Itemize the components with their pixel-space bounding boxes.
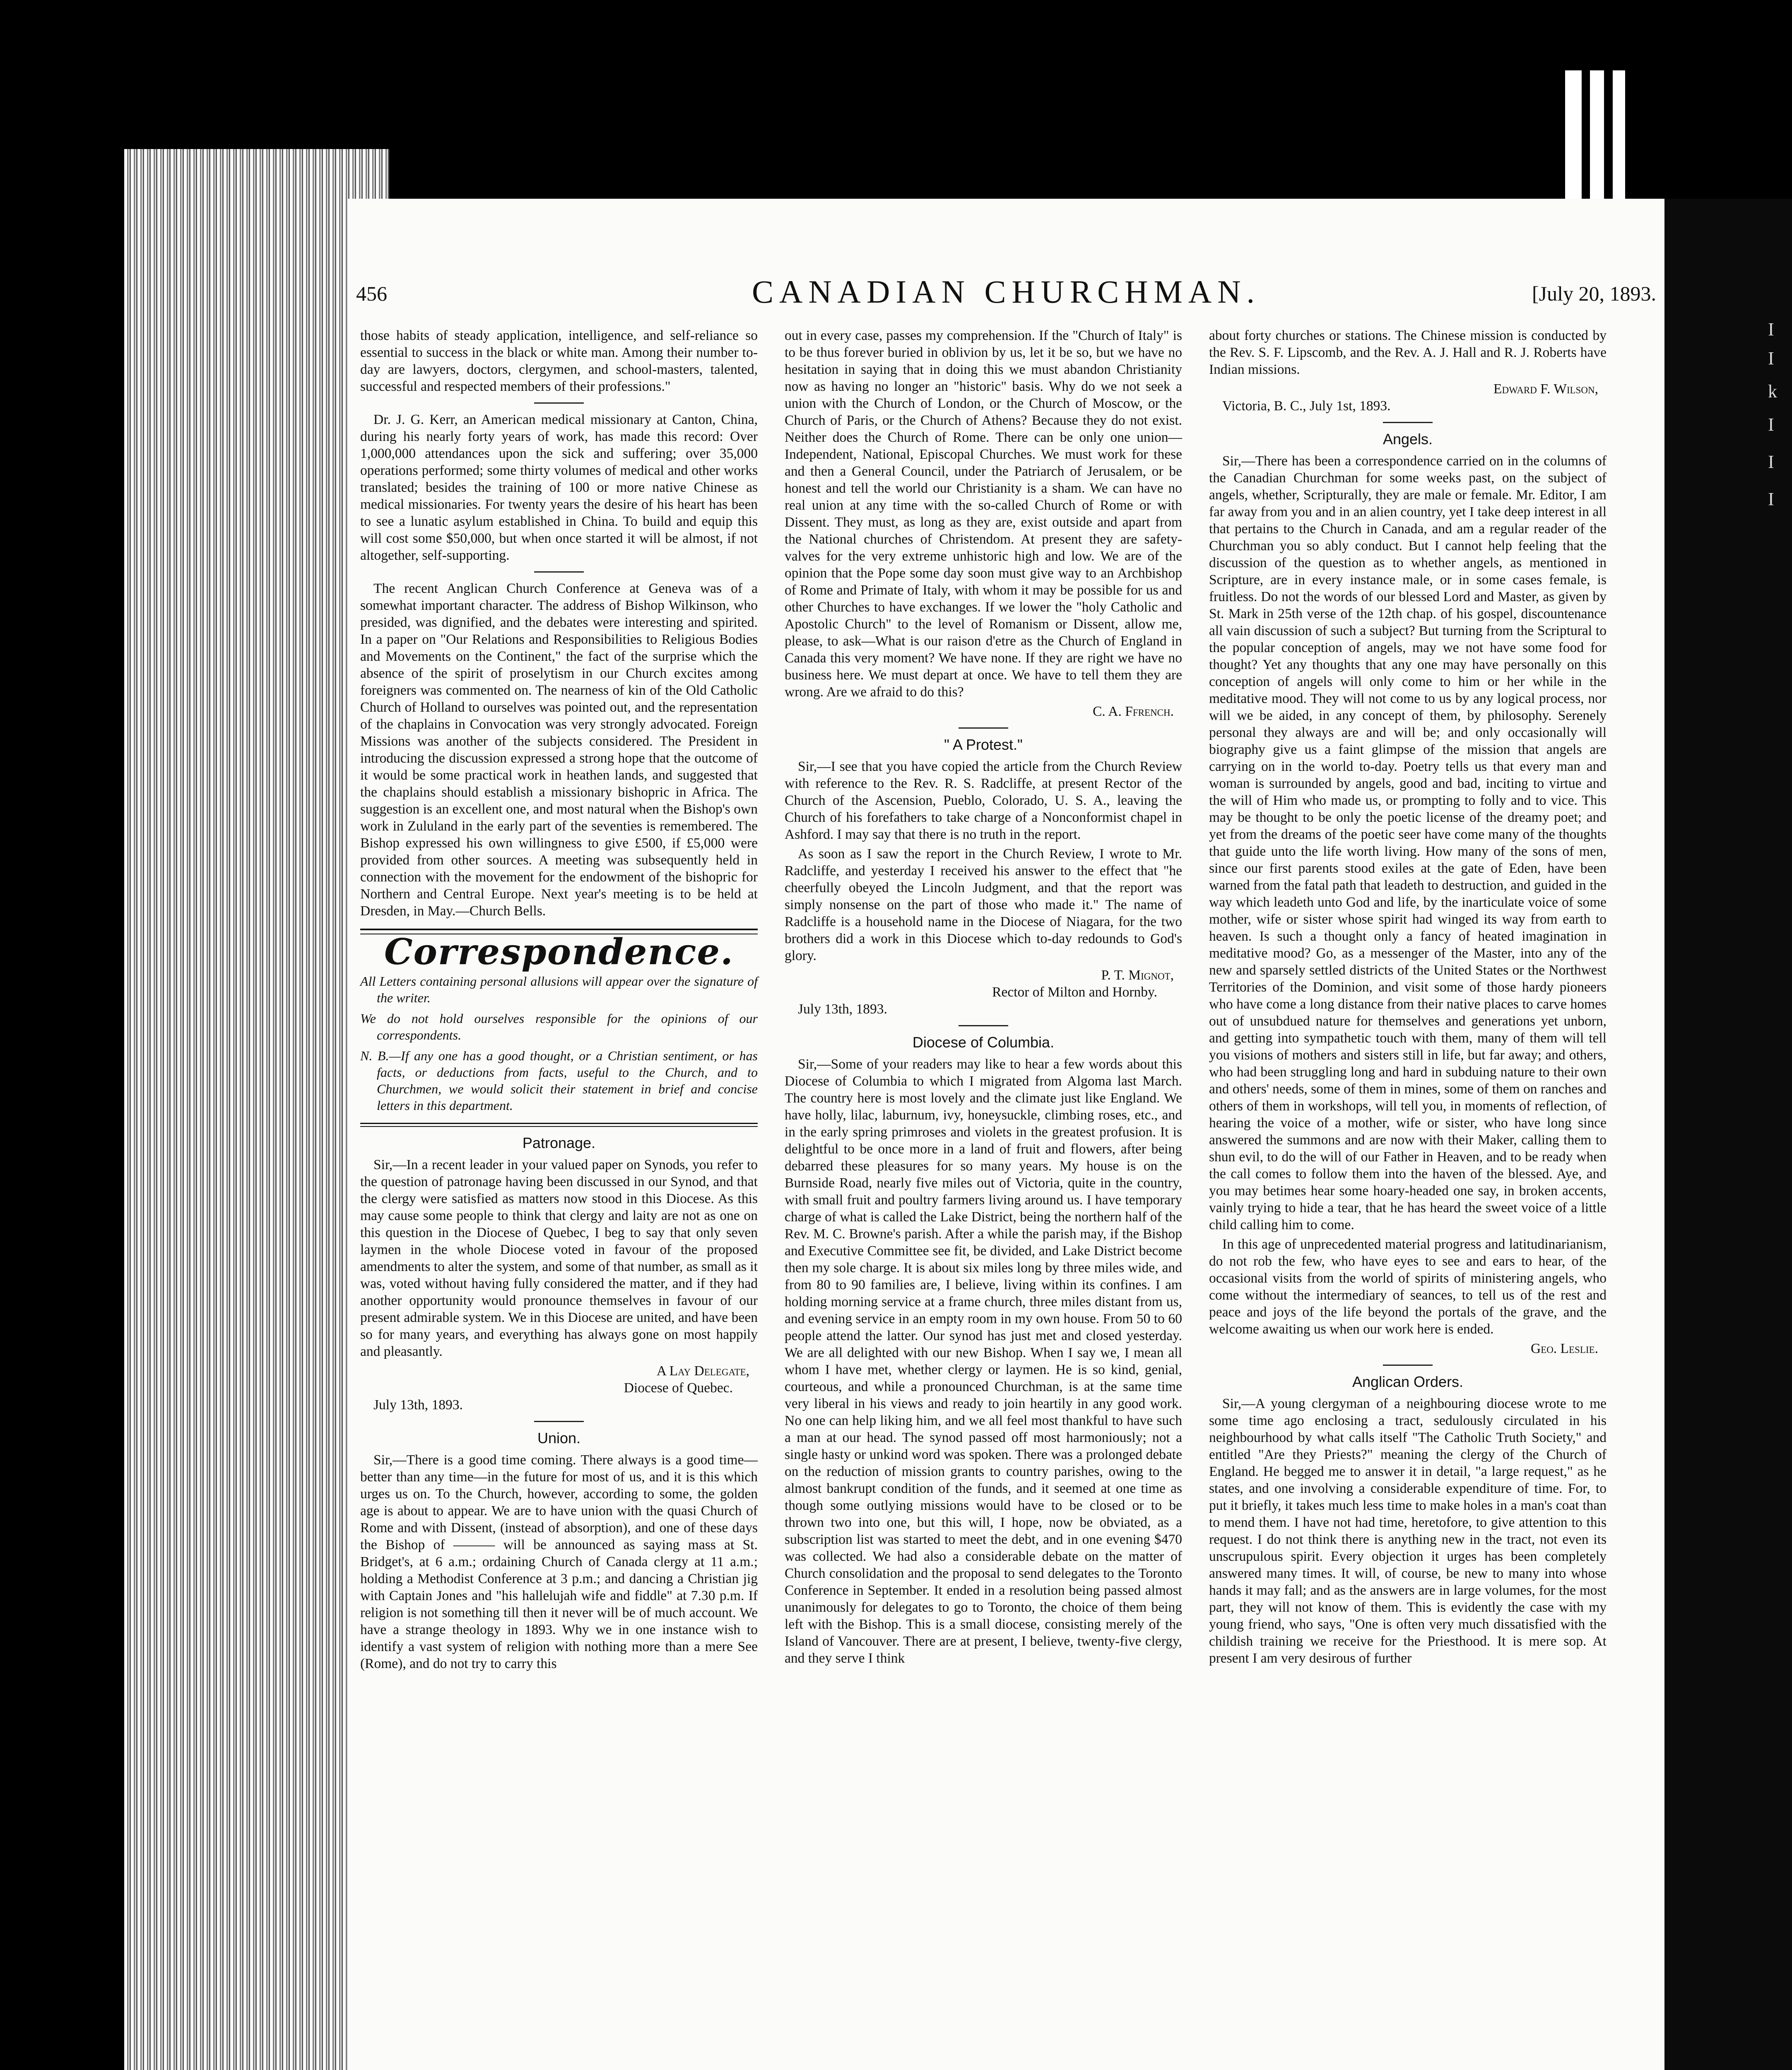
divider	[534, 571, 584, 573]
letter-heading: " A Protest."	[944, 736, 1023, 753]
letter-heading: Diocese of Columbia.	[912, 1034, 1055, 1051]
column-2	[785, 327, 1182, 1669]
section-rule	[360, 1123, 758, 1127]
column-1	[360, 327, 758, 1675]
letter-date: Victoria, B. C., July 1st, 1893.	[1222, 398, 1391, 414]
letter-text: Sir,—Some of your readers may like to hear a few words about this Diocese of Columbia to which I migrated from Algoma last March. The country here is most lovely and the climate just like England. We have holly, lilac, laburnum, ivy, honeysuckle, climbing roses, etc., and in the early spring primroses and violets in the greatest profusion. It is delightful to be once more in a land of fruit and flowers, after being debarred these pleasures for so many years. My house is on the Burnside Road, nearly five miles out of Victoria, quite in the country, with small fruit and poultry farmers living around us. I have temporary charge of what is called the Lake District, being the northern half of the Rev. M. C. Browne's parish. After a while the parish may, if the Bishop and Executive Committee see fit, be divided, and Lake District become then my sole charge. It is about six miles long by three miles wide, and from 80 to 90 families are, I believe, living within its confines. I am holding morning service at a frame church, three miles distant from us, and evening service in an empty room in my own house. From 50 to 60 people attend the latter. Our synod has just met and closed yesterday. We are all delighted with our new Bishop. When I say we, I mean all whom I have met, whether clergy or laymen. He is so kind, genial, courteous, and while a pronounced Churchman, is at the same time very liberal in his views and ready to join heartily in any good work. No one can help liking him, and we all feel most thankful to have such a man at our head. The synod passed off most harmoniously; not a single hasty or unkind word was spoken. There was a prolonged debate on the reduction of mission grants to country parishes, owing to the almost bankrupt condition of the funds, and it seemed at one time as though some outlying missions would have to be closed or to be thrown two into one, but this will, I hope, now be obviated, as a subscription list was started to meet the debt, and in one evening $470 was collected. We had also a considerable debate on the matter of Church consolidation and the proposal to send delegates to the Toronto Conference in September. It ended in a resolution being passed almost unanimously for delegates to go to Toronto, the choice of them being left with the Bishop. This is a small diocese, consisting merely of the Island of Vancouver. There are at present, I believe, twenty-five clergy, and they serve I think	[785, 1057, 1182, 1666]
editorial-note: N. B.—If any one has a good thought, or a Christian sentiment, or has facts, or deductions from facts, useful to the Church, and to Churchmen, we would solicit their statement in brief and concise letters in this department.	[360, 1048, 758, 1113]
letter-signature: Geo. Leslie.	[1530, 1341, 1598, 1356]
letter-signature: C. A. Ffrench.	[1093, 704, 1174, 719]
editorial-note: We do not hold ourselves responsible for the opinions of our correspondents.	[360, 1011, 758, 1042]
letter-signature-sub: Diocese of Quebec.	[624, 1380, 733, 1396]
divider	[1383, 422, 1433, 423]
letter-text: Sir,—A young clergyman of a neighbouring diocese wrote to me some time ago enclosing a tract, sedulously circulated in his neighbourhood by what calls itself "The Catholic Truth Society," and entitled "Are they Priests?" meaning the clergy of the Church of England. He begged me to answer it in detail, "a large request," as he states, and one involving a considerable expenditure of time. For, to put it briefly, it takes much less time to make holes in a man's coat than to mend them. I have not had time, heretofore, to give attention to this request. I do not think there is anything new in the tract, not even its unscrupulous spirit. Every objection it urges has been completely answered many times. It will, of course, be new to many into whose hands it may fall; and as the answers are in large volumes, for the most part, they will not know of them. This is evidently the case with my young friend, who says, "One is often very much dissatisfied with the childish training we receive for the Priesthood. It is mere sop. At present I am very desirous of further	[1209, 1396, 1607, 1666]
divider	[959, 1025, 1008, 1026]
edge-letter: I	[1768, 489, 1774, 509]
scan-artifact-bar	[1590, 70, 1604, 219]
letter-signature-sub: Rector of Milton and Hornby.	[992, 984, 1157, 1000]
letter-date: July 13th, 1893.	[373, 1397, 463, 1413]
edge-letter: I	[1768, 319, 1774, 339]
letter-text: about forty churches or stations. The Chinese mission is conducted by the Rev. S. F. Lipscomb, and the Rev. A. J. Hall and R. J. Roberts have Indian missions.	[1209, 328, 1607, 377]
masthead-title: CANADIAN CHURCHMAN.	[751, 274, 1261, 310]
edge-letter: I	[1768, 452, 1774, 472]
paragraph: The recent Anglican Church Conference at Geneva was of a somewhat important character. The address of Bishop Wilkinson, who presided, was dignified, and the debates were interesting and spirited. In a paper on "Our Relations and Responsibilities to Religious Bodies and Movements on the Continent," the fact of the surprise which the absence of the spirit of proselytism in our Church excites among foreigners was commented on. The nearness of kin of the Old Catholic Church of Holland to ourselves was pointed out, and the representation of the chaplains in Convocation was very strongly advocated. Foreign Missions was another of the subjects considered. The President in introducing the discussion expressed a strong hope that the outcome of it would be some practical work in heathen lands, and suggested that the chaplains should establish a missionary bishopric in Africa. The suggestion is an excellent one, and most natural when the Bishop's own work in Zululand in the early part of the seventies is remembered. The Bishop expressed his own willingness to give £500, if £5,000 were provided from other sources. A meeting was subsequently held in connection with the movement for the endowment of the bishopric for Northern and Central Europe. Next year's meeting is to be held at Dresden, in May.—Church Bells.	[360, 581, 758, 919]
divider	[959, 727, 1008, 729]
edge-letter: I	[1768, 414, 1774, 435]
issue-date: [July 20, 1893.	[1532, 282, 1656, 305]
letter-heading: Union.	[537, 1430, 581, 1447]
section-title-correspondence: Correspondence.	[384, 931, 734, 973]
letter-heading: Anglican Orders.	[1352, 1373, 1464, 1390]
letter-text: As soon as I saw the report in the Church Review, I wrote to Mr. Radcliffe, and yesterday I received his answer to the effect that "he cheerfully obeyed the Lincoln Judgment, and that the report was simply nonsense on the part of those who made it." The name of Radcliffe is a household name in the Diocese of Niagara, for the two brothers did a work in this Diocese which to-day redounds to God's glory.	[785, 846, 1182, 963]
page-number: 456	[356, 282, 387, 305]
letter-heading: Angels.	[1383, 431, 1433, 448]
adjacent-page-edge	[1664, 199, 1792, 2070]
letter-text: Sir,—In a recent leader in your valued paper on Synods, you refer to the question of patronage having been discussed in our Synod, and that the clergy were satisfied as matters now stood in this Diocese. As this may cause some people to think that clergy and laity are not as one on this question in the Diocese of Quebec, I beg to say that only seven laymen in the whole Diocese voted in favour of the proposed amendments to alter the system, and some of that number, as small as it was, voted without having fully considered the matter, and if they had another opportunity would pronounce themselves in favour of our present admirable system. We in this Diocese are united, and have been so for many years, and everything has always gone on most happily and pleasantly.	[360, 1157, 758, 1359]
letter-heading: Patronage.	[522, 1134, 596, 1151]
letter-date: July 13th, 1893.	[798, 1001, 887, 1017]
letter-signature: Edward F. Wilson,	[1493, 381, 1598, 397]
letter-text: Sir,—I see that you have copied the article from the Church Review with reference to the Rev. R. S. Radcliffe, at present Rector of the Church of the Ascension, Pueblo, Colorado, U. S. A., leaving the Church of his forefathers to take charge of a Nonconformist chapel in Ashford. I may say that there is no truth in the report.	[785, 759, 1182, 842]
paragraph: those habits of steady application, intelligence, and self-reliance so essential to success in the black or white man. Among their number to-day are lawyers, doctors, clergymen, and school-masters, talented, successful and respected members of their professions."	[360, 328, 758, 394]
column-3	[1209, 327, 1607, 1669]
letter-text: Sir,—There is a good time coming. There always is a good time—better than any time—in the future for most of us, and it is this which urges us on. To the Church, however, according to some, the golden age is about to appear. We are to have union with the quasi Church of Rome and with Dissent, (instead of absorption), and one of these days the Bishop of ——— will be announced as saying mass at St. Bridget's, at 6 a.m.; ordaining Church of Canada clergy at 11 a.m.; holding a Methodist Conference at 3 p.m.; and dancing a Christian jig with Captain Jones and "his hallelujah wife and fiddle" at 7.30 p.m. If religion is not something till then it never will be of much account. We have a strange theology in 1893. Why we in one instance wish to identify a vast system of religion with nothing more than a mere See (Rome), and do not try to carry this	[360, 1452, 758, 1671]
editorial-note: All Letters containing personal allusions will appear over the signature of the writer.	[360, 974, 758, 1005]
edge-letter: k	[1768, 381, 1777, 402]
letter-text: out in every case, passes my comprehension. If the "Church of Italy" is to be thus forever buried in oblivion by us, let it be so, but we have no hesitation in saying that in doing this we must abandon Christianity now as having no longer an "historic" basis. Why do we not seek a union with the Church of London, or the Church of Moscow, or the Church of Paris, or the Church of Athens? Because they do not exist. Neither does the Church of Rome. There can be only one union—Independent, National, Episcopal Churches. We must work for these and then a General Council, under the Patriarch of Jerusalem, or be honest and tell the world our Christianity is a sham. We can have no real union at any time with the so-called Church of Rome or with Dissent. They must, as long as they are, exist outside and apart from the National churches of Christendom. At present they are safety-valves for the very extreme unhistoric high and low. We are of the opinion that the Pope some day soon must give way to an Archbishop of Rome and Primate of Italy, with whom it may be possible for us and other Churches to have exchanges. If we lower the "holy Catholic and Apostolic Church" to the level of Romanism or Dissent, allow me, please, to ask—What is our raison d'etre as the Church of England in Canada this very moment? We have none. If they are right we have no business here. We must depart at once. We have to tell them they are wrong. Are we afraid to do this?	[785, 328, 1182, 700]
letter-text: In this age of unprecedented material progress and latitudinarianism, do not rob the few, who have eyes to see and ears to hear, of the occasional visits from the world of spirits of ministering angels, who come without the intermediary of seances, to tell us of the rest and peace and joys of the life beyond the portals of the grave, and the welcome awaiting us when our work here is ended.	[1209, 1237, 1607, 1337]
divider	[534, 402, 584, 404]
page-header	[356, 273, 1656, 319]
edge-letter: I	[1768, 348, 1774, 368]
letter-signature: P. T. Mignot,	[1101, 968, 1174, 983]
paragraph: Dr. J. G. Kerr, an American medical missionary at Canton, China, during his nearly forty years of work, has made this record: Over 1,000,000 attendances upon the sick and suffering; over 35,000 operations performed; some thirty volumes of medical and other works translated; besides the training of 100 or more native Chinese as medical missionaries. For twenty years the desire of his heart has been to see a lunatic asylum established in China. To build and equip this will cost some $50,000, but when once started it will be almost, if not altogether, self-supporting.	[360, 412, 758, 563]
letter-signature: A Lay Delegate,	[656, 1363, 749, 1379]
letter-text: Sir,—There has been a correspondence carried on in the columns of the Canadian Churchman for some weeks past, on the subject of angels, whether, Scripturally, they are male or female. Mr. Editor, I am far away from you and in an alien country, yet I take deep interest in all that pertains to the Church in Canada, and am a regular reader of the Churchman you so ably conduct. But I cannot help feeling that the discussion of the question as to whether angels, as mentioned in Scripture, are in every instance male, or in some cases female, is fruitless. Do not the words of our blessed Lord and Master, as given by St. Mark in 25th verse of the 12th chap. of his gospel, discountenance all vain discussion of such a subject? But turning from the Scriptural to the popular conception of angels, may we not have some food for thought? Yet any thoughts that any one may have personally on this conception of angels will only come to him or her while in the meditative mood. They will not come to us by any logical process, nor will we be aided, in any concept of them, by philosophy. Serenely personal they always are and will be; and only occasionally will biography give us a faint glimpse of the mission that angels are carrying on in the world to-day. Poetry tells us that every man and woman is surrounded by angels, good and bad, inciting to virtue and the will of Him who made us, or prompting to folly and to vice. This may be thought to be only the poetic license of the dreamy poet; and yet from the dreams of the poetic seer have come many of the thoughts that guide unto the life worth living. How many of the sons of men, since our first parents stood exiles at the gate of Eden, have been warned from the fatal path that leadeth to destruction, and guided in the way which leadeth unto God and life, by the inarticulate voice of some mother, wife or sister whose spirit had winged its way from earth to heaven. Is such a thought only a fancy of heated imagination in meditative mood? Go, as a messenger of the Master, into any of the new and sparsely settled districts of the United States or the Northwest Territories of the Dominion, and visit some of those hardy pioneers who have come a long distance from their native places to carve homes out of unsubdued nature for themselves and generations yet unborn, and getting into sympathetic touch with them, many of them will tell you visions of mothers and sisters still in life, but far away; and others, who had been struggling long and hard in subduing nature to their own and others' needs, some of them in mines, some of them on ranches and others of them in workshops, will tell you, in moments of reflection, of hearing the voice of a mother, wife or sister, who have long since answered the summons and are now with their Maker, calling them to shun evil, to do the will of our Father in Heaven, and to be ready when the call comes to follow them into the haven of the blessed. Aye, and you may betimes hear some hoary-headed one say, in broken accents, vainly trying to hide a tear, that he has heard the sweet voice of a little child calling him to come.	[1209, 453, 1607, 1232]
scan-artifact-bar	[1613, 70, 1625, 219]
divider	[534, 1421, 584, 1422]
divider	[1383, 1365, 1433, 1366]
scan-artifact-bar	[1565, 70, 1582, 219]
